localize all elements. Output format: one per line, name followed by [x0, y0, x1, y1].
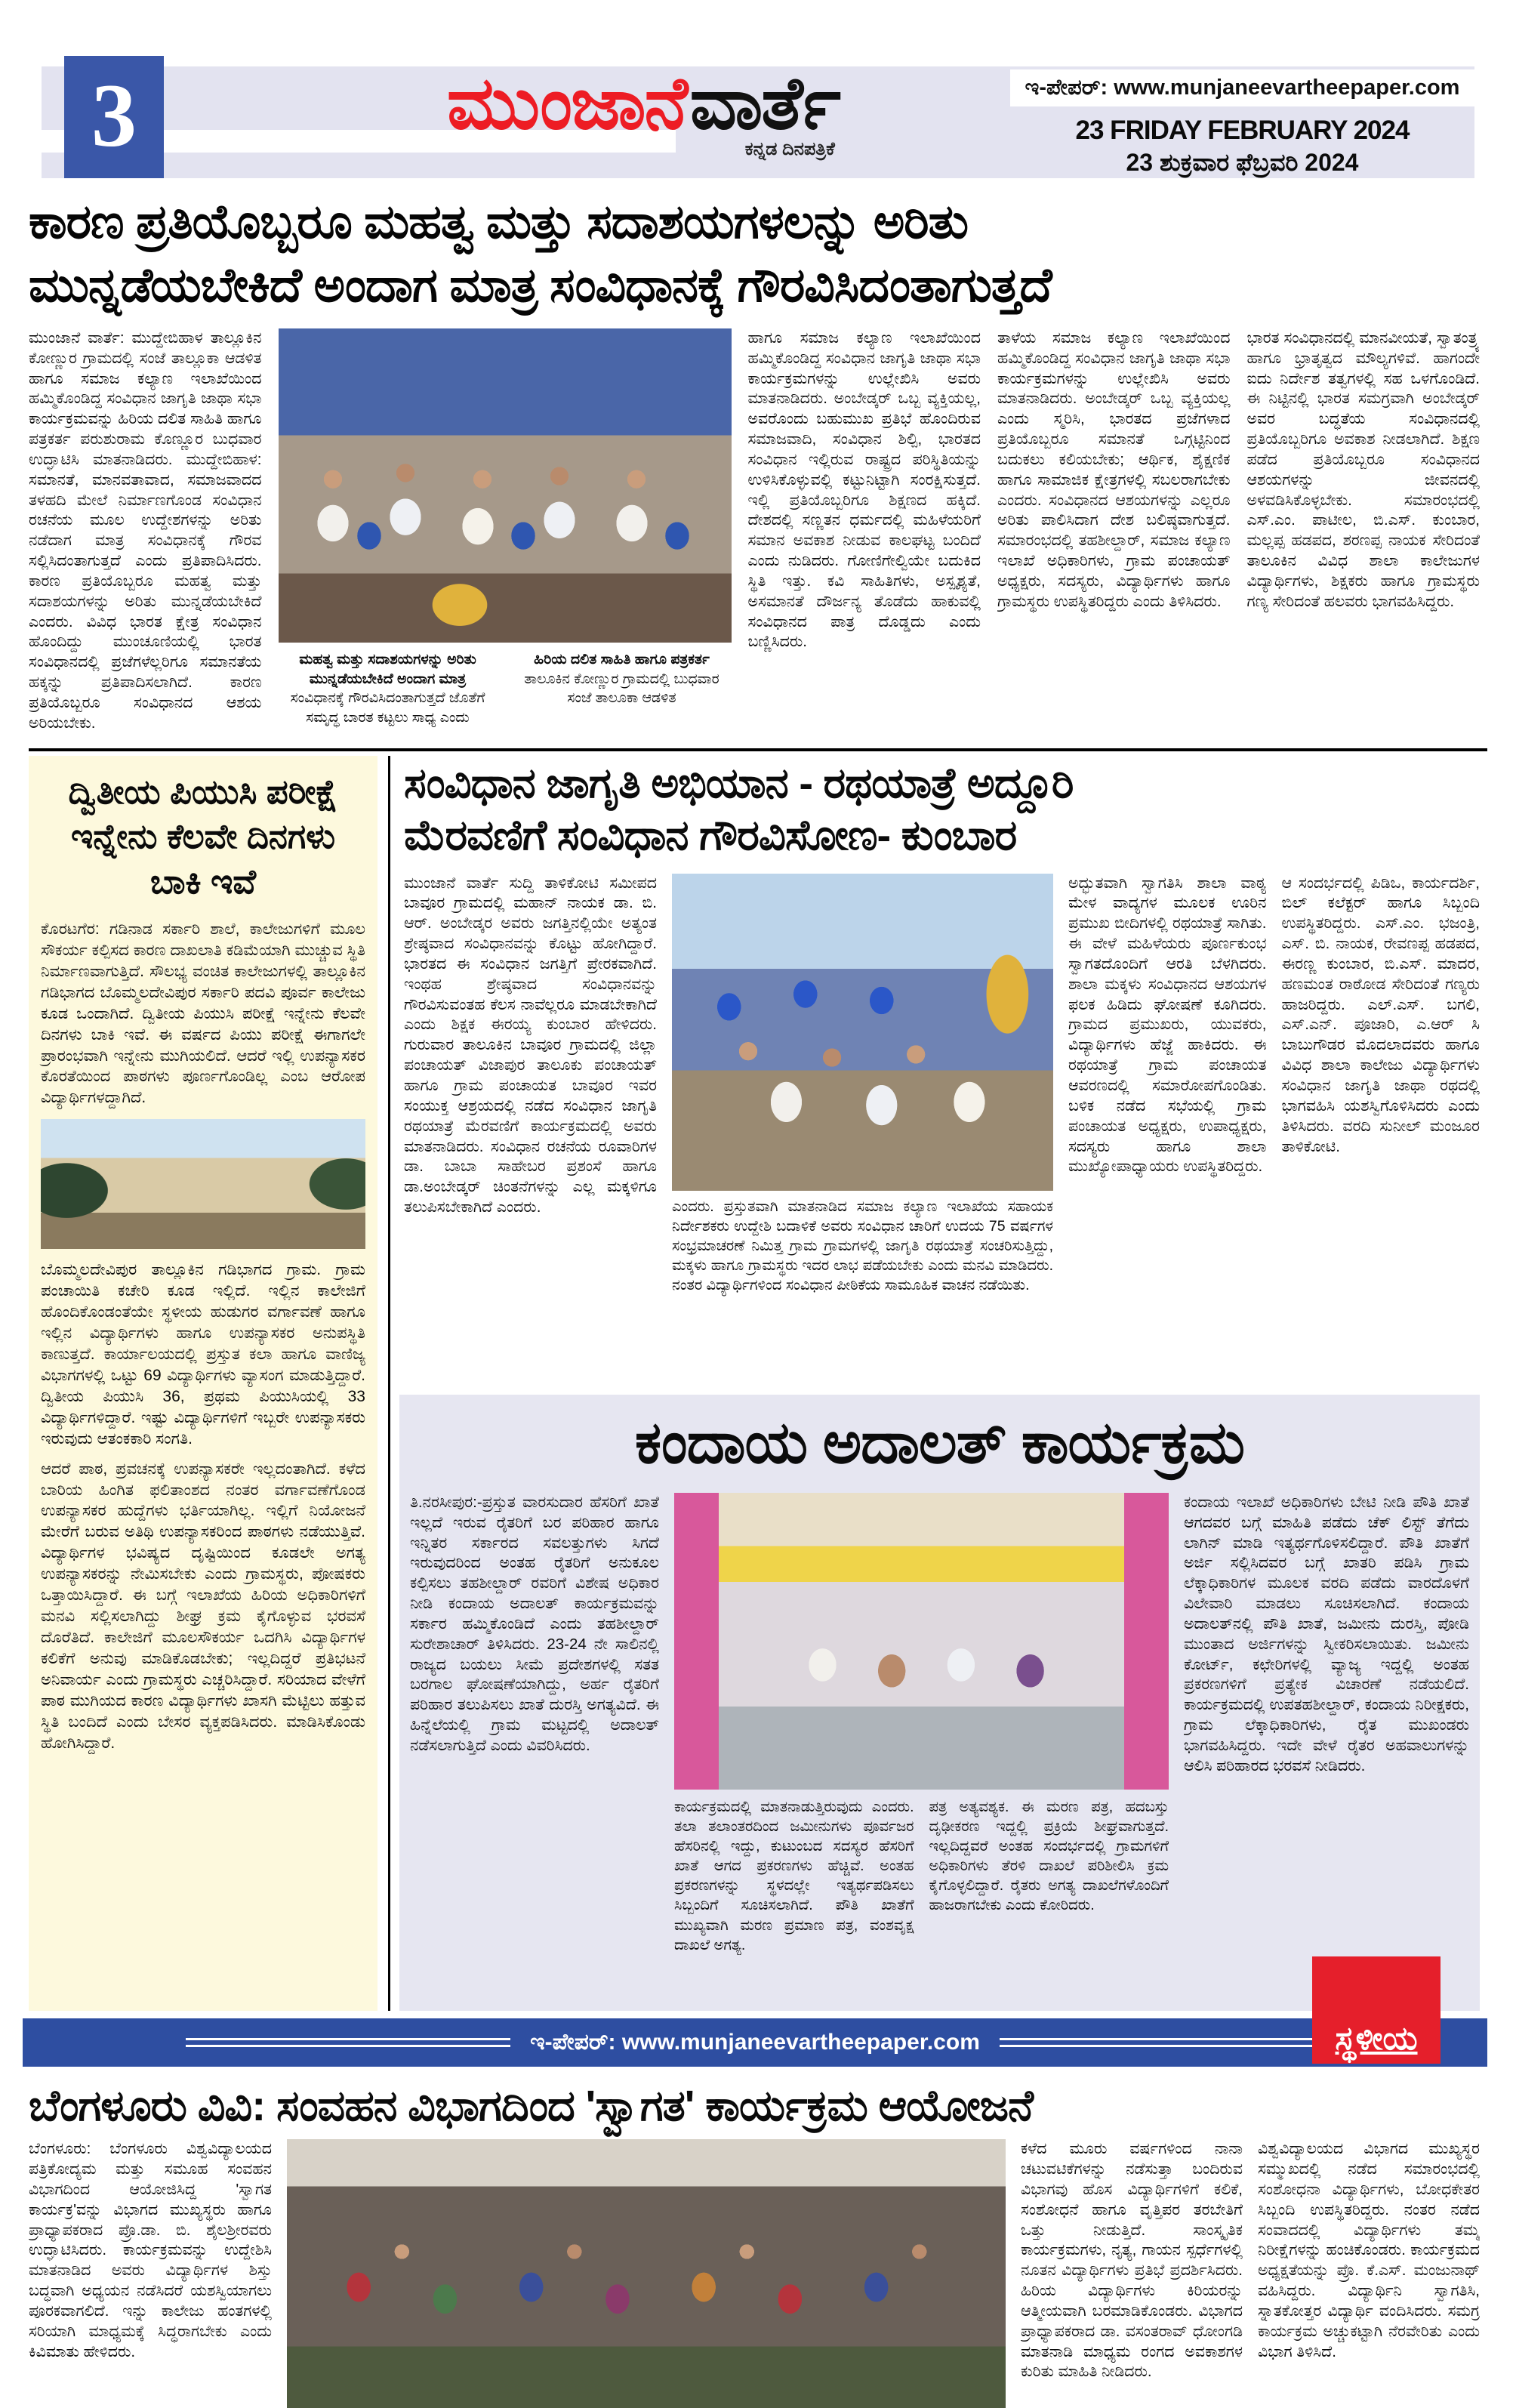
lead-article-column-4: ಭಾರತ ಸಂವಿಧಾನದಲ್ಲಿ ಮಾನವೀಯತೆ, ಸ್ವಾತಂತ್ರ್ಯ ಹಾಗೂ ಭ್ರಾತೃತ್ವದ ಮೌಲ್ಯಗಳಿವೆ. ಹಾಗಂದೇ ಐದು ನಿರ್ದೇಶ ತತ್ವಗಳಲ್ಲಿ ಸಹ ಒಳಗೊಂಡಿದೆ. ಈ ನಿಟ್ಟಿನಲ್ಲಿ ಭಾರತ ಸಮಗ್ರವಾಗಿ ಅಂಬೇಡ್ಕರ್ ಅವರ ಬದ್ಧತೆಯ ಸಂವಿಧಾನದಲ್ಲಿ ಪ್ರತಿಯೊಬ್ಬರಿಗೂ ಅವಕಾಶ ನೀಡಲಾಗಿದೆ. ಶಿಕ್ಷಣ ಪಡೆದ ಪ್ರತಿಯೊಬ್ಬರೂ ಸಂವಿಧಾನದ ಆಶಯಗಳನ್ನು ಜೀವನದಲ್ಲಿ ಅಳವಡಿಸಿಕೊಳ್ಳಬೇಕು. ಸಮಾರಂಭದಲ್ಲಿ ಎಸ್.ಎಂ. ಪಾಟೀಲ, ಬಿ.ಎಸ್. ಕುಂಬಾರ, ಮಲ್ಲಪ್ಪ ಹಡಪದ, ಶರಣಪ್ಪ ನಾಯಕ ಸೇರಿದಂತೆ ತಾಲೂಕಿನ ವಿವಿಧ ಶಾಲಾ ಕಾಲೇಜುಗಳ ವಿದ್ಯಾರ್ಥಿಗಳು, ಶಿಕ್ಷಕರು ಹಾಗೂ ಗ್ರಾಮಸ್ಥರು ಗಣ್ಯ ಸೇರಿದಂತೆ ಹಲವರು ಭಾಗವಹಿಸಿದ್ದರು. — [1246, 328, 1480, 610]
kandaya-columns — [410, 1493, 1469, 1955]
sanvidhana-column-2 — [1068, 874, 1267, 1357]
pu-exam-body-top: ಕೊರಟಗೆರ: ಗಡಿನಾಡ ಸರ್ಕಾರಿ ಶಾಲೆ, ಕಾಲೇಜುಗಳಿಗೆ ಮೂಲ ಸೌಕರ್ಯ ಕಲ್ಪಿಸದ ಕಾರಣ ದಾಖಲಾತಿ ಕಡಿಮೆಯಾಗಿ ಮುಚ್ಚುವ ಸ್ಥಿತಿ ನಿರ್ಮಾಣವಾಗುತ್ತಿದೆ. ಸೌಲಭ್ಯ ವಂಚಿತ ಕಾಲೇಜುಗಳಲ್ಲಿ ತಾಲ್ಲೂಕಿನ ಗಡಿಭಾಗದ ಬೊಮ್ಮಲದೇವಿಪುರ ಸರ್ಕಾರಿ ಪದವಿ ಪೂರ್ವ ಕಾಲೇಜು ಕೂಡ ಒಂದಾಗಿದೆ. ದ್ವಿತೀಯ ಪಿಯುಸಿ ಪರೀಕ್ಷೆ ಇನ್ನೇನು ಕೆಲವೇ ದಿನಗಳು ಬಾಕಿ ಇವೆ. ಈ ವರ್ಷದ ಪಿಯು ಪರೀಕ್ಷೆ ಈಗಾಗಲೇ ಪ್ರಾರಂಭವಾಗಿ ಇನ್ನೇನು ಮುಗಿಯಲಿದೆ. ಆದರೆ ಇಲ್ಲಿ ಉಪನ್ಯಾಸಕರ ಕೊರತೆಯಿಂದ ಪಾಠಗಳು ಪೂರ್ಣಗೊಂಡಿಲ್ಲ ಎಂಬ ಆರೋಪ ವಿದ್ಯಾರ್ಥಿಗಳದ್ದಾಗಿದೆ. — [41, 920, 365, 1107]
masthead-title-black: ವಾರ್ತೆ — [689, 62, 840, 144]
kandaya-photo-captions — [674, 1797, 1169, 1955]
sanvidhana-columns — [404, 874, 1480, 1357]
bangalore-column-3 — [1258, 2139, 1480, 2408]
kandaya-photo-block — [674, 1493, 1169, 1955]
revenue-adalat-stage-photo — [674, 1493, 1169, 1790]
kandaya-column-2-text: ಕಂದಾಯ ಇಲಾಖೆ ಅಧಿಕಾರಿಗಳು ಬೇಟಿ ನೀಡಿ ಪೌತಿ ಖಾತೆ ಆಗದವರ ಬಗ್ಗೆ ಮಾಹಿತಿ ಪಡೆದು ಚೆಕ್ ಲಿಸ್ಟ್ ತೆಗೆದು ಲಾಗಿನ್ ಮಾಡಿ ಇತ್ಯರ್ಥಗೊಳಿಸಲಿದ್ದಾರೆ. ಪೌತಿ ಖಾತೆಗೆ ಅರ್ಜಿ ಸಲ್ಲಿಸಿದವರ ಬಗ್ಗೆ ಖಾತರಿ ಪಡಿಸಿ ಗ್ರಾಮ ಲೆಕ್ಕಾಧಿಕಾರಿಗಳ ಮೂಲಕ ವರದಿ ಪಡೆದು ವಾರದೊಳಗೆ ವಿಲೇವಾರಿ ಮಾಡಲು ಸೂಚಿಸಲಾಗಿದೆ. ಕಂದಾಯ ಅದಾಲತ್‌ನಲ್ಲಿ ಪೌತಿ ಖಾತೆ, ಜಮೀನು ದುರಸ್ತಿ, ಪೋಡಿ ಮುಂತಾದ ಅರ್ಜಿಗಳನ್ನು ಸ್ವೀಕರಿಸಲಾಯಿತು. ಜಮೀನು ಕೋರ್ಟ್, ಕಛೇರಿಗಳಲ್ಲಿ ವ್ಯಾಜ್ಯ ಇದ್ದಲ್ಲಿ ಅಂತಹ ಪ್ರಕರಣಗಳಿಗೆ ಪ್ರತ್ಯೇಕ ವಿಚಾರಣೆ ನಡೆಯಲಿದೆ. ಕಾರ್ಯಕ್ರಮದಲ್ಲಿ ಉಪತಹಶೀಲ್ದಾರ್, ಕಂದಾಯ ನಿರೀಕ್ಷಕರು, ಗ್ರಾಮ ಲೆಕ್ಕಾಧಿಕಾರಿಗಳು, ರೈತ ಮುಖಂಡರು ಭಾಗವಹಿಸಿದ್ದರು. ಇದೇ ವೇಳೆ ರೈತರ ಅಹವಾಲುಗಳನ್ನು ಆಲಿಸಿ ಪರಿಹಾರದ ಭರವಸೆ ನೀಡಿದರು. — [1184, 1493, 1469, 1774]
sanvidhana-article — [399, 756, 1480, 1395]
middle-main-column — [399, 756, 1480, 2011]
middle-region — [29, 756, 1480, 2011]
sanvidhana-column-1 — [404, 874, 657, 1357]
sanvidhana-column-1-text: ಮುಂಜಾನೆ ವಾರ್ತೆ ಸುದ್ದಿ ತಾಳಿಕೋಟಿ ಸಮೀಪದ ಬಾವೂರ ಗ್ರಾಮದಲ್ಲಿ ಮಹಾನ್ ನಾಯಕ ಡಾ. ಬಿ. ಆರ್. ಅಂಬೇಡ್ಕರ ಅವರು ಜಗತ್ತಿನಲ್ಲಿಯೇ ಅತ್ಯಂತ ಶ್ರೇಷ್ಠವಾದ ಸಂವಿಧಾನವನ್ನು ಕೊಟ್ಟು ಹೋಗಿದ್ದಾರೆ. ಭಾರತದ ಈ ಸಂವಿಧಾನ ಜಗತ್ತಿಗೆ ಪ್ರೇರಕವಾಗಿದೆ. ಇಂಥಹ ಶ್ರೇಷ್ಠವಾದ ಸಂವಿಧಾನವನ್ನು ಗೌರವಿಸುವಂತಹ ಕೆಲಸ ನಾವೆಲ್ಲರೂ ಮಾಡಬೇಕಾಗಿದೆ ಎಂದು ಶಿಕ್ಷಕ ಈರಯ್ಯ ಕುಂಬಾರ ಹೇಳಿದರು. ಗುರುವಾರ ತಾಲೂಕಿನ ಬಾವೂರ ಗ್ರಾಮದಲ್ಲಿ ಜಿಲ್ಲಾ ಪಂಚಾಯತ್ ವಿಜಾಪುರ ತಾಲೂಕು ಪಂಚಾಯತ್ ಹಾಗೂ ಗ್ರಾಮ ಪಂಚಾಯತ ಬಾವೂರ ಇವರ ಸಂಯುಕ್ತ ಆಶ್ರಯದಲ್ಲಿ ನಡೆದ ಸಂವಿಧಾನ ಜಾಗೃತಿ ರಥಯಾತ್ರೆ ಮೆರವಣಿಗೆ ಕಾರ್ಯಕ್ರಮದಲ್ಲಿ ಅವರು ಮಾತನಾಡಿದರು. ಸಂವಿಧಾನ ರಚನೆಯ ರೂವಾರಿಗಳ ಡಾ. ಬಾಬಾ ಸಾಹೇಬರ ಪ್ರಶಂಸೆ ಹಾಗೂ ಡಾ.ಅಂಬೇಡ್ಕರ್ ಚಿಂತನೆಗಳನ್ನು ಎಲ್ಲ ಮಕ್ಕಳಿಗೂ ತಲುಪಿಸಬೇಕಾಗಿದೆ ಎಂದರು. — [404, 874, 657, 1216]
vertical-divider — [388, 756, 390, 2011]
constitution-awareness-gathering-photo — [279, 328, 732, 643]
lead-article-column-3: ತಾಳೆಯ ಸಮಾಜ ಕಲ್ಯಾಣ ಇಲಾಖೆಯಿಂದ ಹಮ್ಮಿಕೊಂಡಿದ್ದ ಸಂವಿಧಾನ ಜಾಗೃತಿ ಜಾಥಾ ಸಭಾ ಕಾರ್ಯಕ್ರಮಗಳನ್ನು ಉಲ್ಲೇಖಿಸಿ ಅವರು ಮಾತನಾಡಿದರು. ಅಂಬೇಡ್ಕರ್ ಒಬ್ಬ ವ್ಯಕ್ತಿಯಲ್ಲ ಎಂದು ಸ್ಮರಿಸಿ, ಭಾರತದ ಪ್ರಜೆಗಳಾದ ಪ್ರತಿಯೊಬ್ಬರೂ ಸಮಾನತೆ ಒಗ್ಗಟ್ಟಿನಿಂದ ಬದುಕಲು ಕಲಿಯಬೇಕು; ಆರ್ಥಿಕ, ಶೈಕ್ಷಣಿಕ ಹಾಗೂ ಸಾಮಾಜಿಕ ಕ್ಷೇತ್ರಗಳಲ್ಲಿ ಸಬಲರಾಗಬೇಕು ಎಂದರು. ಸಂವಿಧಾನದ ಆಶಯಗಳನ್ನು ಎಲ್ಲರೂ ಅರಿತು ಪಾಲಿಸಿದಾಗ ದೇಶ ಬಲಿಷ್ಠವಾಗುತ್ತದೆ. ಸಮಾರಂಭದಲ್ಲಿ ತಹಶೀಲ್ದಾರ್, ಸಮಾಜ ಕಲ್ಯಾಣ ಇಲಾಖೆ ಅಧಿಕಾರಿಗಳು, ಗ್ರಾಮ ಪಂಚಾಯತ್ ಅಧ್ಯಕ್ಷರು, ಸದಸ್ಯರು, ವಿದ್ಯಾರ್ಥಿಗಳು ಹಾಗೂ ಗ್ರಾಮಸ್ಥರು ಉಪಸ್ಥಿತರಿದ್ದರು ಎಂದು ತಿಳಿಸಿದರು. — [997, 328, 1231, 610]
sanvidhana-photo-block — [672, 874, 1053, 1357]
lead-article-column-2: ಹಾಗೂ ಸಮಾಜ ಕಲ್ಯಾಣ ಇಲಾಖೆಯಿಂದ ಹಮ್ಮಿಕೊಂಡಿದ್ದ ಸಂವಿಧಾನ ಜಾಗೃತಿ ಜಾಥಾ ಸಭಾ ಕಾರ್ಯಕ್ರಮಗಳನ್ನು ಉಲ್ಲೇಖಿಸಿ ಅವರು ಮಾತನಾಡಿದರು. ಅಂಬೇಡ್ಕರ್ ಒಬ್ಬ ವ್ಯಕ್ತಿಯಲ್ಲ, ಅವರೊಂದು ಬಹುಮುಖ ಪ್ರತಿಭೆ ಹೊಂದಿರುವ ಸಮಾಜವಾದಿ, ಸಂವಿಧಾನ ಶಿಲ್ಪಿ, ಭಾರತದ ಸಂವಿಧಾನ ಇಲ್ಲಿರುವ ರಾಷ್ಟ್ರದ ಪರಿಸ್ಥಿತಿಯನ್ನು ಉಳಿಸಿಕೊಳ್ಳುವಲ್ಲಿ ಕಟ್ಟುನಿಟ್ಟಾಗಿ ಸಂರಕ್ಷಿಸುತ್ತದೆ. ಇಲ್ಲಿ ಪ್ರತಿಯೊಬ್ಬರಿಗೂ ಶಿಕ್ಷಣದ ಹಕ್ಕಿದೆ. ದೇಶದಲ್ಲಿ ಸಣ್ಣತನ ಧರ್ಮದಲ್ಲಿ ಮಹಿಳೆಯರಿಗೆ ಸಮಾನ ಅವಕಾಶ ನೀಡುವ ಕಾಲಘಟ್ಟ ಬಂದಿದೆ ಎಂದು ನುಡಿದರು. ಗೋಣಿಗೇಲ್ವಿಯೇ ಬದುಕಿದ ಸ್ಥಿತಿ ಇತ್ತು. ಕವಿ ಸಾಹಿತಿಗಳು, ಅಸ್ಪೃಶ್ಯತೆ, ಅಸಮಾನತೆ ದೌರ್ಜನ್ಯ ತೊಡೆದು ಹಾಕುವಲ್ಲಿ ಸಂವಿಧಾನದ ಪಾತ್ರ ದೊಡ್ಡದು ಎಂದು ಬಣ್ಣಿಸಿದರು. — [747, 328, 981, 651]
bar-decorative-line-left — [186, 2038, 510, 2047]
epaper-url-top: ಇ-ಪೇಪರ್: www.munjaneevartheepaper.com — [1010, 69, 1474, 106]
lead-photo-caption-1 — [279, 650, 498, 728]
government-college-building-photo — [41, 1119, 365, 1249]
masthead-header — [0, 0, 1516, 187]
sanvidhana-headline — [404, 757, 1480, 862]
lead-photo-captions — [279, 650, 732, 728]
bangalore-column-1 — [29, 2139, 272, 2408]
sanvidhana-headline-line1: ಸಂವಿಧಾನ ಜಾಗೃತಿ ಅಭಿಯಾನ - ರಥಯಾತ್ರೆ ಅದ್ದೂರಿ — [404, 758, 1074, 806]
kandaya-photo-caption-2: ಪತ್ರ ಅತ್ಯವಶ್ಯಕ. ಈ ಮರಣ ಪತ್ರ, ಹದಬಸ್ತು ದೃಢೀಕರಣ ಇದ್ದಲ್ಲಿ ಪ್ರಕ್ರಿಯೆ ಶೀಘ್ರವಾಗುತ್ತದೆ. ಇಲ್ಲದಿದ್ದವರೆ ಅಂತಹ ಸಂದರ್ಭದಲ್ಲಿ ಗ್ರಾಮಗಳಿಗೆ ಅಧಿಕಾರಿಗಳು ತೆರಳಿ ದಾಖಲೆ ಪರಿಶೀಲಿಸಿ ಕ್ರಮ ಕೈಗೊಳ್ಳಲಿದ್ದಾರೆ. ರೈತರು ಅಗತ್ಯ ದಾಖಲೆಗಳೊಂದಿಗೆ ಹಾಜರಾಗಬೇಕು ಎಂದು ಕೋರಿದರು. — [929, 1798, 1169, 1914]
sanvidhana-column-3 — [1282, 874, 1481, 1357]
pu-exam-body-mid: ಬೊಮ್ಮಲದೇವಿಪುರ ತಾಲ್ಲೂಕಿನ ಗಡಿಭಾಗದ ಗ್ರಾಮ. ಗ್ರಾಮ ಪಂಚಾಯಿತಿ ಕಚೇರಿ ಕೂಡ ಇಲ್ಲಿದೆ. ಇಲ್ಲಿನ ಕಾಲೇಜಿಗೆ ಹೊಂದಿಕೊಂಡಂತೆಯೇ ಸ್ಥಳೀಯ ಹುಡುಗರ ವರ್ಗಾವಣೆ ಹಾಗೂ ಇಲ್ಲಿನ ವಿದ್ಯಾರ್ಥಿಗಳು ಹಾಗೂ ಉಪನ್ಯಾಸಕರ ಅನುಪಸ್ಥಿತಿ ಕಾಣುತ್ತದೆ. ಕಾರ್ಯಾಲಯದಲ್ಲಿ ಪ್ರಸ್ತುತ ಕಲಾ ಹಾಗೂ ವಾಣಿಜ್ಯ ವಿಭಾಗಗಳಲ್ಲಿ ಒಟ್ಟು 69 ವಿದ್ಯಾರ್ಥಿಗಳು ವ್ಯಾಸಂಗ ಮಾಡುತ್ತಿದ್ದಾರೆ. ದ್ವಿತೀಯ ಪಿಯುಸಿ 36, ಪ್ರಥಮ ಪಿಯುಸಿಯಲ್ಲಿ 33 ವಿದ್ಯಾರ್ಥಿಗಳಿದ್ದಾರೆ. ಇಷ್ಟು ವಿದ್ಯಾರ್ಥಿಗಳಿಗೆ ಇಬ್ಬರೇ ಉಪನ್ಯಾಸಕರು ಇರುವುದು ಆತಂಕಕಾರಿ ಸಂಗತಿ. — [41, 1261, 365, 1448]
kandaya-headline: ಕಂದಾಯ ಅದಾಲತ್ ಕಾರ್ಯಕ್ರಮ — [634, 1408, 1245, 1475]
lead-photo-caption-2-bold: ಹಿರಿಯ ದಲಿತ ಸಾಹಿತಿ ಹಾಗೂ ಪತ್ರಕರ್ತ — [534, 651, 710, 668]
sanvidhana-photo-caption: ಎಂದರು. ಪ್ರಸ್ತುತವಾಗಿ ಮಾತನಾಡಿದ ಸಮಾಜ ಕಲ್ಯಾಣ ಇಲಾಖೆಯ ಸಹಾಯಕ ನಿರ್ದೇಶಕರು ಉದ್ದೇಶಿ ಬದಾಳಿಕೆ ಅವರು ಸಂವಿಧಾನ ಚಾರಿಗೆ ಉದಯ 75 ವರ್ಷಗಳ ಸಂಭ್ರಮಾಚರಣೆ ನಿಮಿತ್ತ ಗ್ರಾಮ ಗ್ರಾಮಗಳಲ್ಲಿ ಜಾಗೃತಿ ರಥಯಾತ್ರೆ ಸಂಚರಿಸುತ್ತಿದ್ದು, ಮಕ್ಕಳು ಹಾಗೂ ಗ್ರಾಮಸ್ಥರು ಇದರ ಲಾಭ ಪಡೆಯಬೇಕು ಎಂದು ಮನವಿ ಮಾಡಿದರು. ನಂತರ ವಿದ್ಯಾರ್ಥಿಗಳಿಂದ ಸಂವಿಧಾನ ಪೀಠಿಕೆಯ ಸಾಮೂಹಿಕ ವಾಚನ ನಡೆಯಿತು. — [672, 1198, 1053, 1294]
masthead-title — [447, 62, 840, 160]
bangalore-column-2 — [1021, 2139, 1243, 2408]
lead-article-photo-block — [279, 328, 732, 736]
kandaya-column-1-text: ತಿ.ನರಸೀಪುರ:-ಪ್ರಸ್ತುತ ವಾರಸುದಾರ ಹೆಸರಿಗೆ ಖಾತೆ ಇಲ್ಲದೆ ಇರುವ ರೈತರಿಗೆ ಬರ ಪರಿಹಾರ ಹಾಗೂ ಇನ್ನಿತರ ಸರ್ಕಾರದ ಸವಲತ್ತುಗಳು ಸಿಗದೆ ಇರುವುದರಿಂದ ಅಂತಹ ರೈತರಿಗೆ ಅನುಕೂಲ ಕಲ್ಪಿಸಲು ತಹಶೀಲ್ದಾರ್ ರವರಿಗೆ ವಿಶೇಷ ಅಧಿಕಾರ ನೀಡಿ ಕಂದಾಯ ಅದಾಲತ್ ಕಾರ್ಯಕ್ರಮವನ್ನು ಸರ್ಕಾರ ಹಮ್ಮಿಕೊಂಡಿದೆ ಎಂದು ತಹಶೀಲ್ದಾರ್ ಸುರೇಶಾಚಾರ್ ತಿಳಿಸಿದರು. 23-24 ನೇ ಸಾಲಿನಲ್ಲಿ ರಾಜ್ಯದ ಬಯಲು ಸೀಮೆ ಪ್ರದೇಶಗಳಲ್ಲಿ ಸತತ ಬರಗಾಲ ಘೋಷಣೆಯಾಗಿದ್ದು, ಅರ್ಹ ರೈತರಿಗೆ ಪರಿಹಾರ ತಲುಪಿಸಲು ಖಾತೆ ದುರಸ್ತಿ ಅಗತ್ಯವಿದೆ. ಈ ಹಿನ್ನೆಲೆಯಲ್ಲಿ ಗ್ರಾಮ ಮಟ್ಟದಲ್ಲಿ ಅದಾಲತ್ ನಡೆಸಲಾಗುತ್ತಿದೆ ಎಂದು ವಿವರಿಸಿದರು. — [410, 1493, 659, 1754]
pu-exam-headline: ದ್ವಿತೀಯ ಪಿಯುಸಿ ಪರೀಕ್ಷೆ ಇನ್ನೇನು ಕೆಲವೇ ದಿನಗಳು ಬಾಕಿ ಇವೆ — [68, 772, 338, 901]
date-english: 23 FRIDAY FEBRUARY 2024 — [1075, 116, 1410, 145]
bangalore-column-3-text: ವಿಶ್ವವಿದ್ಯಾಲಯದ ವಿಭಾಗದ ಮುಖ್ಯಸ್ಥರ ಸಮ್ಮುಖದಲ್ಲಿ ನಡೆದ ಸಮಾರಂಭದಲ್ಲಿ ಸಂಶೋಧನಾ ವಿದ್ಯಾರ್ಥಿಗಳು, ಬೋಧಕೇತರ ಸಿಬ್ಬಂದಿ ಉಪಸ್ಥಿತರಿದ್ದರು. ನಂತರ ನಡೆದ ಸಂವಾದದಲ್ಲಿ ವಿದ್ಯಾರ್ಥಿಗಳು ತಮ್ಮ ನಿರೀಕ್ಷೆಗಳನ್ನು ಹಂಚಿಕೊಂಡರು. ಕಾರ್ಯಕ್ರಮದ ಅಧ್ಯಕ್ಷತೆಯನ್ನು ಪ್ರೊ. ಕೆ.ಎಸ್. ಮಂಜುನಾಥ್ ವಹಿಸಿದ್ದರು. ವಿದ್ಯಾರ್ಥಿನಿ ಸ್ವಾಗತಿಸಿ, ಸ್ನಾತಕೋತ್ತರ ವಿದ್ಯಾರ್ಥಿ ವಂದಿಸಿದರು. ಸಮಗ್ರ ಕಾರ್ಯಕ್ರಮ ಅಚ್ಚುಕಟ್ಟಾಗಿ ನೆರವೇರಿತು ಎಂದು ವಿಭಾಗ ತಿಳಿಸಿದೆ. — [1258, 2140, 1480, 2360]
bangalore-column-1-text: ಬೆಂಗಳೂರು: ಬೆಂಗಳೂರು ವಿಶ್ವವಿದ್ಯಾಲಯದ ಪತ್ರಿಕೋದ್ಯಮ ಮತ್ತು ಸಮೂಹ ಸಂವಹನ ವಿಭಾಗದಿಂದ ಆಯೋಜಿಸಿದ್ದ 'ಸ್ವಾಗತ ಕಾರ್ಯಕ್ರ'ವನ್ನು ವಿಭಾಗದ ಮುಖ್ಯಸ್ಥರು ಹಾಗೂ ಪ್ರಾಧ್ಯಾಪಕರಾದ ಪ್ರೊ.ಡಾ. ಬಿ. ಶೈಲಶ್ರೀರವರು ಉದ್ಘಾಟಿಸಿದರು. ಕಾರ್ಯಕ್ರಮವನ್ನು ಉದ್ದೇಶಿಸಿ ಮಾತನಾಡಿದ ಅವರು ವಿದ್ಯಾರ್ಥಿಗಳ ಶಿಸ್ತು ಬದ್ಧವಾಗಿ ಅಧ್ಯಯನ ನಡೆಸಿದರೆ ಯಶಸ್ವಿಯಾಗಲು ಪೂರಕವಾಗಲಿದೆ. ಇನ್ನು ಕಾಲೇಜು ಹಂತಗಳಲ್ಲಿ ಸರಿಯಾಗಿ ಮಾಧ್ಯಮಕ್ಕೆ ಸಿದ್ಧರಾಗಬೇಕು ಎಂದು ಕಿವಿಮಾತು ಹೇಳಿದರು. — [29, 2140, 272, 2360]
lead-headline-line2: ಮುನ್ನಡೆಯಬೇಕಿದೆ ಅಂದಾಗ ಮಾತ್ರ ಸಂವಿಧಾನಕ್ಕೆ ಗೌರವಿಸಿದಂತಾಗುತ್ತದೆ — [29, 259, 1052, 313]
section-divider-rule — [29, 748, 1487, 751]
masthead-title-red: ಮುಂಜಾನೆ — [447, 62, 687, 144]
masthead-subtitle: ಕನ್ನಡ ದಿನಪತ್ರಿಕೆ — [744, 138, 835, 159]
kandaya-article — [399, 1395, 1480, 2011]
lead-headline — [29, 190, 1486, 318]
lead-photo-caption-1-text: ಸಂವಿಧಾನಕ್ಕೆ ಗೌರವಿಸಿದಂತಾಗುತ್ತದೆ ಜೊತೆಗೆ ಸಮೃದ್ಧ ಬಾರತ ಕಟ್ಟಲು ಸಾಧ್ಯ ಎಂದು — [290, 690, 485, 726]
date-kannada: 23 ಶುಕ್ರವಾರ ಫೆಬ್ರವರಿ 2024 — [1126, 149, 1359, 176]
kandaya-column-2 — [1184, 1493, 1469, 1955]
date-block — [1010, 69, 1474, 177]
bangalore-column-2-text: ಕಳೆದ ಮೂರು ವರ್ಷಗಳಿಂದ ನಾನಾ ಚಟುವಟಿಕೆಗಳನ್ನು ನಡೆಸುತ್ತಾ ಬಂದಿರುವ ವಿಭಾಗವು ಹೊಸ ವಿದ್ಯಾರ್ಥಿಗಳಿಗೆ ಕಲಿಕೆ, ಸಂಶೋಧನೆ ಹಾಗೂ ವೃತ್ತಿಪರ ತರಬೇತಿಗೆ ಒತ್ತು ನೀಡುತ್ತಿದೆ. ಸಾಂಸ್ಕೃತಿಕ ಕಾರ್ಯಕ್ರಮಗಳು, ನೃತ್ಯ, ಗಾಯನ ಸ್ಪರ್ಧೆಗಳಲ್ಲಿ ನೂತನ ವಿದ್ಯಾರ್ಥಿಗಳು ಪ್ರತಿಭೆ ಪ್ರದರ್ಶಿಸಿದರು. ಹಿರಿಯ ವಿದ್ಯಾರ್ಥಿಗಳು ಕಿರಿಯರನ್ನು ಆತ್ಮೀಯವಾಗಿ ಬರಮಾಡಿಕೊಂಡರು. ವಿಭಾಗದ ಪ್ರಾಧ್ಯಾಪಕರಾದ ಡಾ. ವಸಂತರಾವ್ ಧೋಂಗಡಿ ಮಾತನಾಡಿ ಮಾಧ್ಯಮ ರಂಗದ ಅವಕಾಶಗಳ ಕುರಿತು ಮಾಹಿತಿ ನೀಡಿದರು. — [1021, 2140, 1243, 2381]
lead-article-column-1: ಮುಂಜಾನೆ ವಾರ್ತೆ: ಮುದ್ದೇಬಿಹಾಳ ತಾಲ್ಲೂಕಿನ ಕೋಣ್ಣುರ ಗ್ರಾಮದಲ್ಲಿ ಸಂಜೆ ತಾಲ್ಲೂಕಾ ಆಡಳಿತ ಹಾಗೂ ಸಮಾಜ ಕಲ್ಯಾಣ ಇಲಾಖೆಯಿಂದ ಹಮ್ಮಿಕೊಂಡಿದ್ದ ಸಂವಿಧಾನ ಜಾಗೃತಿ ಜಾಥಾ ಸಭಾ ಕಾರ್ಯಕ್ರಮವನ್ನು ಹಿರಿಯ ದಲಿತ ಸಾಹಿತಿ ಹಾಗೂ ಪತ್ರಕರ್ತ ಪರುಶುರಾಮ ಕೊಣ್ಣೂರ ಬುಧವಾರ ಉದ್ಘಾಟಿಸಿ ಮಾತನಾಡಿದರು. ಮುದ್ದೇಬಿಹಾಳ: ಸಮಾನತೆ, ಮಾನವತಾವಾದ, ಸಮಾಜವಾದದ ತಳಹದಿ ಮೇಲೆ ನಿರ್ಮಾಣಗೊಂಡ ಸಂವಿಧಾನ ರಚನೆಯ ಮೂಲ ಉದ್ದೇಶಗಳನ್ನು ಅರಿತು ನಡೆದಾಗ ಮಾತ್ರ ಸಂವಿಧಾನಕ್ಕೆ ಗೌರವ ಸಲ್ಲಿಸಿದಂತಾಗುತ್ತದೆ ಎಂದು ಪ್ರತಿಪಾದಿಸಿದರು. ಕಾರಣ ಪ್ರತಿಯೊಬ್ಬರೂ ಮಹತ್ವ ಮತ್ತು ಸದಾಶಯಗಳನ್ನು ಅರಿತು ಮುನ್ನಡೆಯಬೇಕಿದೆ ಎಂದರು. ವಿವಿಧ ಭಾರತ ಕ್ಷೇತ್ರ ಸಂವಿಧಾನ ಹೊಂದಿದ್ದು ಮುಂಚೂಣಿಯಲ್ಲಿ ಭಾರತ ಸಂವಿಧಾನದಲ್ಲಿ ಪ್ರಜೆಗಳೆಲ್ಲರಿಗೂ ಸಮಾನತೆಯ ಹಕ್ಕನ್ನು ಪ್ರತಿಪಾದಿಸಲಾಗಿದೆ. ಕಾರಣ ಪ್ರತಿಯೊಬ್ಬರೂ ಸಂವಿಧಾನದ ಆಶಯ ಅರಿಯಬೇಕು. — [29, 328, 262, 732]
bangalore-headline: ಬೆಂಗಳೂರು ವಿವಿ: ಸಂವಹನ ವಿಭಾಗದಿಂದ 'ಸ್ವಾಗತ' ಕಾರ್ಯಕ್ರಮ ಆಯೋಜನೆ — [29, 2081, 1034, 2130]
lead-headline-line1: ಕಾರಣ ಪ್ರತಿಯೊಬ್ಬರೂ ಮಹತ್ವ ಮತ್ತು ಸದಾಶಯಗಳಲನ್ನು ಅರಿತು — [29, 196, 968, 248]
sanvidhana-column-2-text: ಅದ್ಭುತವಾಗಿ ಸ್ವಾಗತಿಸಿ ಶಾಲಾ ವಾಠ್ಯ ಮೇಳ ವಾದ್ಯಗಳ ಮೂಲಕ ಊರಿನ ಪ್ರಮುಖ ಬೀದಿಗಳಲ್ಲಿ ರಥಯಾತ್ರೆ ಸಾಗಿತು. ಈ ವೇಳೆ ಮಹಿಳೆಯರು ಪೂರ್ಣಕುಂಭ ಸ್ವಾಗತದೊಂದಿಗೆ ಆರತಿ ಬೆಳಗಿದರು. ಶಾಲಾ ಮಕ್ಕಳು ಸಂವಿಧಾನದ ಆಶಯಗಳ ಫಲಕ ಹಿಡಿದು ಘೋಷಣೆ ಕೂಗಿದರು. ಗ್ರಾಮದ ಪ್ರಮುಖರು, ಯುವಕರು, ವಿದ್ಯಾರ್ಥಿಗಳು ಹೆಜ್ಜೆ ಹಾಕಿದರು. ಈ ರಥಯಾತ್ರೆ ಗ್ರಾಮ ಪಂಚಾಯತ ಆವರಣದಲ್ಲಿ ಸಮಾರೋಪಗೊಂಡಿತು. ಬಳಿಕ ನಡೆದ ಸಭೆಯಲ್ಲಿ ಗ್ರಾಮ ಪಂಚಾಯತ ಅಧ್ಯಕ್ಷರು, ಉಪಾಧ್ಯಕ್ಷರು, ಸದಸ್ಯರು ಹಾಗೂ ಶಾಲಾ ಮುಖ್ಯೋಪಾಧ್ಯಾಯರು ಉಪಸ್ಥಿತರಿದ್ದರು. — [1068, 874, 1267, 1176]
sanvidhana-headline-line2: ಮೆರವಣಿಗೆ ಸಂವಿಧಾನ ಗೌರವಿಸೋಣ- ಕುಂಬಾರ — [404, 810, 1017, 859]
pu-exam-article — [29, 756, 377, 2011]
lead-photo-caption-1-bold: ಮಹತ್ವ ಮತ್ತು ಸದಾಶಯಗಳನ್ನು ಅರಿತು ಮುನ್ನಡೆಯಬೇಕಿದೆ ಅಂದಾಗ ಮಾತ್ರ — [299, 651, 476, 687]
epaper-url-bottom: ಇ-ಪೇಪರ್: www.munjaneevartheepaper.com — [530, 2029, 980, 2055]
local-section-badge: ಸ್ಥಳೀಯ — [1312, 1956, 1441, 2064]
lead-article — [29, 328, 1480, 736]
bar-decorative-line-right — [1000, 2038, 1324, 2047]
bangalore-article — [29, 2139, 1480, 2408]
lead-photo-caption-2 — [513, 650, 732, 728]
page-number: 3 — [64, 56, 164, 178]
bottom-epaper-bar — [23, 2018, 1487, 2067]
lead-photo-caption-2-text: ತಾಲೂಕಿನ ಕೋಣ್ಣುರ ಗ್ರಾಮದಲ್ಲಿ ಬುಧವಾರ ಸಂಜೆ ತಾಲೂಕಾ ಆಡಳಿತ — [524, 671, 719, 707]
rath-yatra-procession-photo — [672, 874, 1053, 1191]
pu-exam-body-bottom: ಆದರೆ ಪಾಠ, ಪ್ರವಚನಕ್ಕೆ ಉಪನ್ಯಾಸಕರೇ ಇಲ್ಲದಂತಾಗಿದೆ. ಕಳೆದ ಬಾರಿಯ ಹಿಂಗಿತ ಫಲಿತಾಂಶದ ನಂತರ ವರ್ಗಾವಣೆಗೊಂಡ ಉಪನ್ಯಾಸಕರ ಹುದ್ದೆಗಳು ಭರ್ತಿಯಾಗಿಲ್ಲ. ಇಲ್ಲಿಗೆ ನಿಯೋಜನೆ ಮೇರೆಗೆ ಬರುವ ಅತಿಥಿ ಉಪನ್ಯಾಸಕರಿಂದ ಪಾಠಗಳು ನಡೆಯುತ್ತಿವೆ. ವಿದ್ಯಾರ್ಥಿಗಳ ಭವಿಷ್ಯದ ದೃಷ್ಟಿಯಿಂದ ಕೂಡಲೇ ಅಗತ್ಯ ಉಪನ್ಯಾಸಕರನ್ನು ನೇಮಿಸಬೇಕು ಎಂದು ಗ್ರಾಮಸ್ಥರು, ಪೋಷಕರು ಒತ್ತಾಯಿಸಿದ್ದಾರೆ. ಈ ಬಗ್ಗೆ ಇಲಾಖೆಯ ಹಿರಿಯ ಅಧಿಕಾರಿಗಳಿಗೆ ಮನವಿ ಸಲ್ಲಿಸಲಾಗಿದ್ದು ಶೀಘ್ರ ಕ್ರಮ ಕೈಗೊಳ್ಳುವ ಭರವಸೆ ದೊರೆತಿದೆ. ಕಾಲೇಜಿಗೆ ಮೂಲಸೌಕರ್ಯ ಒದಗಿಸಿ ವಿದ್ಯಾರ್ಥಿಗಳ ಕಲಿಕೆಗೆ ಅನುವು ಮಾಡಿಕೊಡಬೇಕು; ಇಲ್ಲದಿದ್ದರೆ ಪ್ರತಿಭಟನೆ ಅನಿವಾರ್ಯ ಎಂದು ಗ್ರಾಮಸ್ಥರು ಎಚ್ಚರಿಸಿದ್ದಾರೆ. ಸರಿಯಾದ ವೇಳೆಗೆ ಪಾಠ ಮುಗಿಯದ ಕಾರಣ ವಿದ್ಯಾರ್ಥಿಗಳು ಖಾಸಗಿ ಮೆಟ್ಟಿಲು ಹತ್ತುವ ಸ್ಥಿತಿ ಬಂದಿದೆ ಎಂದು ಬೇಸರ ವ್ಯಕ್ತಪಡಿಸಿದರು. ಮಾಡಿಸಿಕೊಂಡು ಹೋಗಿಸಿದ್ದಾರೆ. — [41, 1460, 365, 1752]
welcome-programme-group-photo — [287, 2139, 1006, 2408]
sanvidhana-column-3-text: ಆ ಸಂದರ್ಭದಲ್ಲಿ ಪಿಡಿಒ, ಕಾರ್ಯದರ್ಶಿ, ಬಿಲ್ ಕಲೆಕ್ಟರ್ ಹಾಗೂ ಸಿಬ್ಬಂದಿ ಉಪಸ್ಥಿತರಿದ್ದರು. ಎಸ್.ಎಂ. ಭಜಂತ್ರಿ, ಎಸ್. ಬಿ. ನಾಯಕ, ರೇವಣಪ್ಪ ಹಡಪದ, ಈರಣ್ಣ ಕುಂಬಾರ, ಬಿ.ಎಸ್. ಮಾದರ, ಹಣಮಂತ ರಾಠೋಡ ಸೇರಿದಂತೆ ಗಣ್ಯರು ಹಾಜರಿದ್ದರು. ಎಲ್.ಎಸ್. ಬಗಲಿ, ಎಸ್.ಎನ್. ಪೂಜಾರಿ, ಎ.ಆರ್ ಸಿ ಬಾಬುಗೌಡರ ಮೊದಲಾದವರು ಹಾಗೂ ವಿವಿಧ ಶಾಲಾ ಕಾಲೇಜು ವಿದ್ಯಾರ್ಥಿಗಳು ಸಂವಿಧಾನ ಜಾಗೃತಿ ಜಾಥಾ ರಥದಲ್ಲಿ ಭಾಗವಹಿಸಿ ಯಶಸ್ವಿಗೊಳಿಸಿದರು ಎಂದು ತಿಳಿಸಿದರು. ವರದಿ ಸುನೀಲ್ ಮಂಜೂರ ತಾಳಿಕೋಟಿ. — [1281, 874, 1480, 1155]
kandaya-column-1 — [410, 1493, 659, 1955]
kandaya-photo-caption-1: ಕಾರ್ಯಕ್ರಮದಲ್ಲಿ ಮಾತನಾಡುತ್ತಿರುವುದು ಎಂದರು. ತಲಾ ತಲಾಂತರದಿಂದ ಜಮೀನುಗಳು ಪೂರ್ವಜರ ಹೆಸರಿನಲ್ಲಿ ಇದ್ದು, ಕುಟುಂಬದ ಸದಸ್ಯರ ಹೆಸರಿಗೆ ಖಾತೆ ಆಗದ ಪ್ರಕರಣಗಳು ಹೆಚ್ಚಿವೆ. ಅಂತಹ ಪ್ರಕರಣಗಳನ್ನು ಸ್ಥಳದಲ್ಲೇ ಇತ್ಯರ್ಥಪಡಿಸಲು ಸಿಬ್ಬಂದಿಗೆ ಸೂಚಿಸಲಾಗಿದೆ. ಪೌತಿ ಖಾತೆಗೆ ಮುಖ್ಯವಾಗಿ ಮರಣ ಪ್ರಮಾಣ ಪತ್ರ, ವಂಶವೃಕ್ಷ ದಾಖಲೆ ಅಗತ್ಯ. — [674, 1798, 914, 1953]
